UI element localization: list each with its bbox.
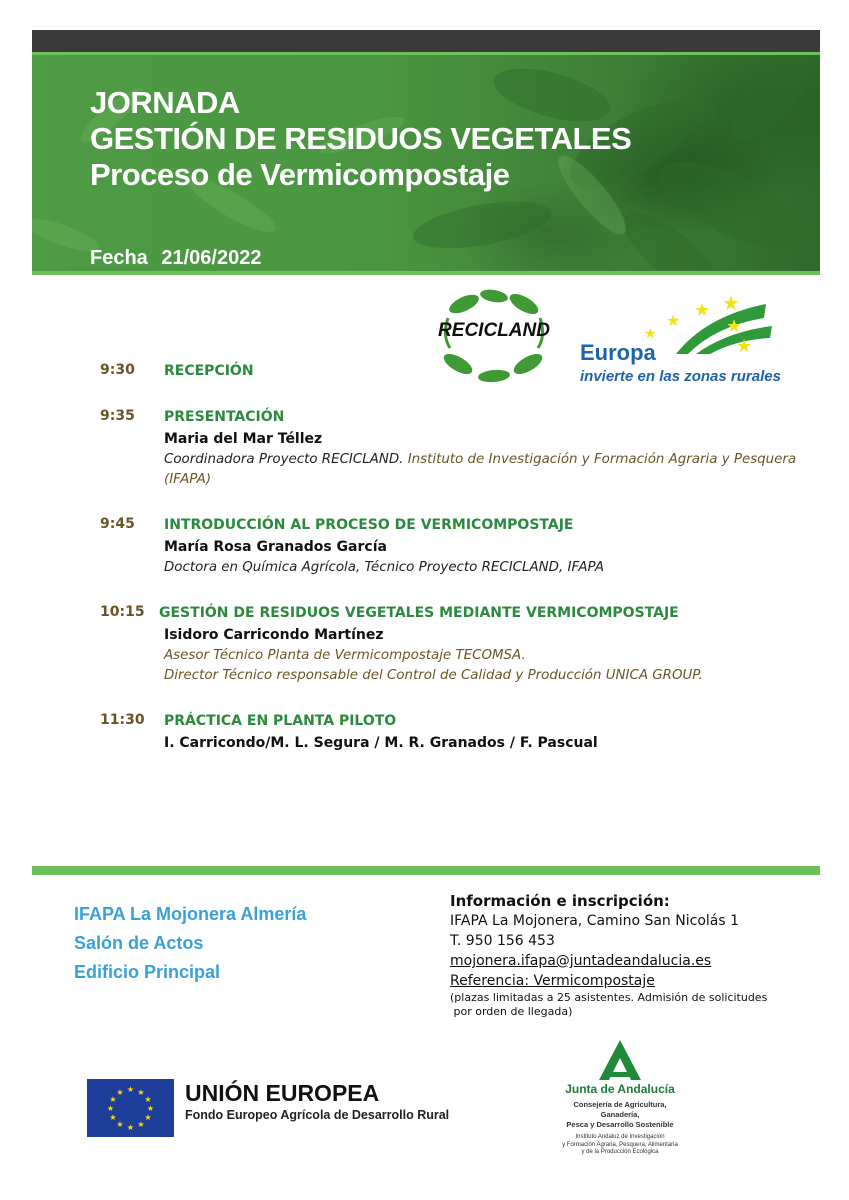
header-banner	[32, 52, 820, 275]
junta-a-icon	[595, 1038, 645, 1082]
agenda-time: 9:35	[100, 408, 135, 424]
venue-line: Edificio Principal	[74, 962, 221, 982]
svg-text:★: ★	[109, 1095, 117, 1104]
svg-text:★: ★	[126, 1123, 135, 1132]
title-line-main: GESTIÓN DE RESIDUOS VEGETALES	[90, 121, 632, 156]
agenda-description	[164, 450, 800, 490]
junta-institute-line: y de la Producción Ecológica	[581, 1149, 659, 1155]
agenda-item	[100, 602, 800, 686]
title-line-jornada: JORNADA	[90, 85, 240, 120]
date-value: 21/06/2022	[161, 247, 262, 269]
agenda-time: 9:45	[100, 516, 135, 532]
svg-text:★: ★	[126, 1085, 135, 1094]
europa-tagline: invierte en las zonas rurales	[580, 368, 781, 385]
venue-block	[74, 900, 306, 987]
title-line-sub: Proceso de Vermicompostaje	[90, 157, 510, 192]
svg-text:★: ★	[137, 1088, 145, 1097]
junta-andalucia-logo	[555, 1038, 685, 1168]
agenda-heading: PRÁCTICA EN PLANTA PILOTO	[164, 713, 397, 729]
svg-text:★: ★	[146, 1104, 155, 1113]
svg-text:★: ★	[109, 1113, 117, 1122]
speaker-role: Coordinadora Proyecto RECICLAND.	[164, 452, 404, 467]
junta-department	[555, 1100, 685, 1130]
agenda-item	[100, 710, 800, 754]
event-date	[90, 247, 269, 270]
section-divider	[32, 866, 820, 875]
svg-text:★: ★	[644, 326, 657, 342]
svg-text:★: ★	[116, 1120, 124, 1129]
junta-institute-line: Instituto Andaluz de Investigación	[575, 1134, 665, 1140]
reciland-wordmark: RECICLAND	[438, 320, 550, 341]
agenda-heading: INTRODUCCIÓN AL PROCESO DE VERMICOMPOSTAJE	[164, 517, 574, 533]
agenda-heading: GESTIÓN DE RESIDUOS VEGETALES MEDIANTE VERMICOMPOSTAJE	[159, 605, 679, 621]
info-phone: T. 950 156 453	[450, 933, 555, 949]
agenda-description-2: Director Técnico responsable del Control de Calidad y Producción UNICA GROUP.	[164, 668, 703, 683]
svg-text:★: ★	[106, 1104, 115, 1113]
agenda-description	[164, 558, 800, 578]
junta-name: Junta de Andalucía	[565, 1082, 675, 1096]
event-title	[90, 85, 631, 193]
speaker-role: Doctora en Química Agrícola, Técnico Proyecto RECICLAND, IFAPA	[164, 560, 605, 575]
speaker-affiliation: Instituto de Investigación y Formación Agraria y Pesquera (IFAPA)	[164, 452, 797, 487]
svg-text:★: ★	[726, 316, 743, 337]
agenda-heading: PRESENTACIÓN	[164, 409, 285, 425]
date-label: Fecha	[90, 247, 148, 269]
info-reference: Referencia: Vermicompostaje	[450, 973, 655, 989]
svg-text:★: ★	[116, 1088, 124, 1097]
agenda-item	[100, 406, 800, 490]
info-note-2: por orden de llegada)	[450, 1005, 573, 1018]
info-title: Información e inscripción:	[450, 892, 670, 910]
junta-department-line: Consejería de Agricultura, Ganadería,	[573, 1100, 667, 1119]
agenda-speaker: I. Carricondo/M. L. Segura / M. R. Granados / F. Pascual	[164, 735, 598, 751]
top-dark-bar	[32, 30, 820, 52]
info-note: (plazas limitadas a 25 asistentes. Admisión de solicitudes	[450, 991, 768, 1004]
agenda-time: 10:15	[100, 604, 145, 620]
agenda-speaker: Isidoro Carricondo Martínez	[164, 627, 384, 643]
junta-department-line: Pesca y Desarrollo Sostenible	[566, 1120, 674, 1129]
agenda-speaker: María Rosa Granados García	[164, 539, 387, 555]
eu-flag	[87, 1079, 174, 1137]
venue-line: IFAPA La Mojonera Almería	[74, 904, 307, 924]
europa-wordmark: Europa	[580, 340, 656, 365]
eu-title: UNIÓN EUROPEA	[185, 1080, 380, 1106]
svg-text:★: ★	[144, 1095, 152, 1104]
info-address: IFAPA La Mojonera, Camino San Nicolás 1	[450, 913, 740, 929]
agenda-description: Asesor Técnico Planta de Vermicompostaje TECOMSA.	[164, 648, 526, 663]
agenda-time: 9:30	[100, 362, 135, 378]
registration-info	[450, 891, 830, 1019]
agenda-speaker: Maria del Mar Téllez	[164, 431, 323, 447]
venue-line: Salón de Actos	[74, 933, 204, 953]
svg-text:★: ★	[666, 311, 681, 330]
eu-stars-icon	[87, 1079, 174, 1137]
info-email-link[interactable]: mojonera.ifapa@juntadeandalucia.es	[450, 953, 712, 969]
junta-institute-line: y Formación Agraria, Pesquera, Alimentaria	[562, 1141, 678, 1148]
junta-institute	[555, 1134, 685, 1157]
agenda-item	[100, 514, 800, 578]
svg-text:★: ★	[722, 296, 740, 315]
agenda-heading: RECEPCIÓN	[164, 363, 254, 379]
svg-text:★: ★	[736, 336, 753, 356]
agenda	[100, 360, 800, 778]
eu-fund: Fondo Europeo Agrícola de Desarrollo Rural	[185, 1108, 450, 1122]
svg-text:★: ★	[694, 300, 711, 321]
svg-text:★: ★	[137, 1120, 145, 1129]
svg-text:★: ★	[144, 1113, 152, 1122]
agenda-item	[100, 360, 800, 382]
agenda-time: 11:30	[100, 712, 145, 728]
